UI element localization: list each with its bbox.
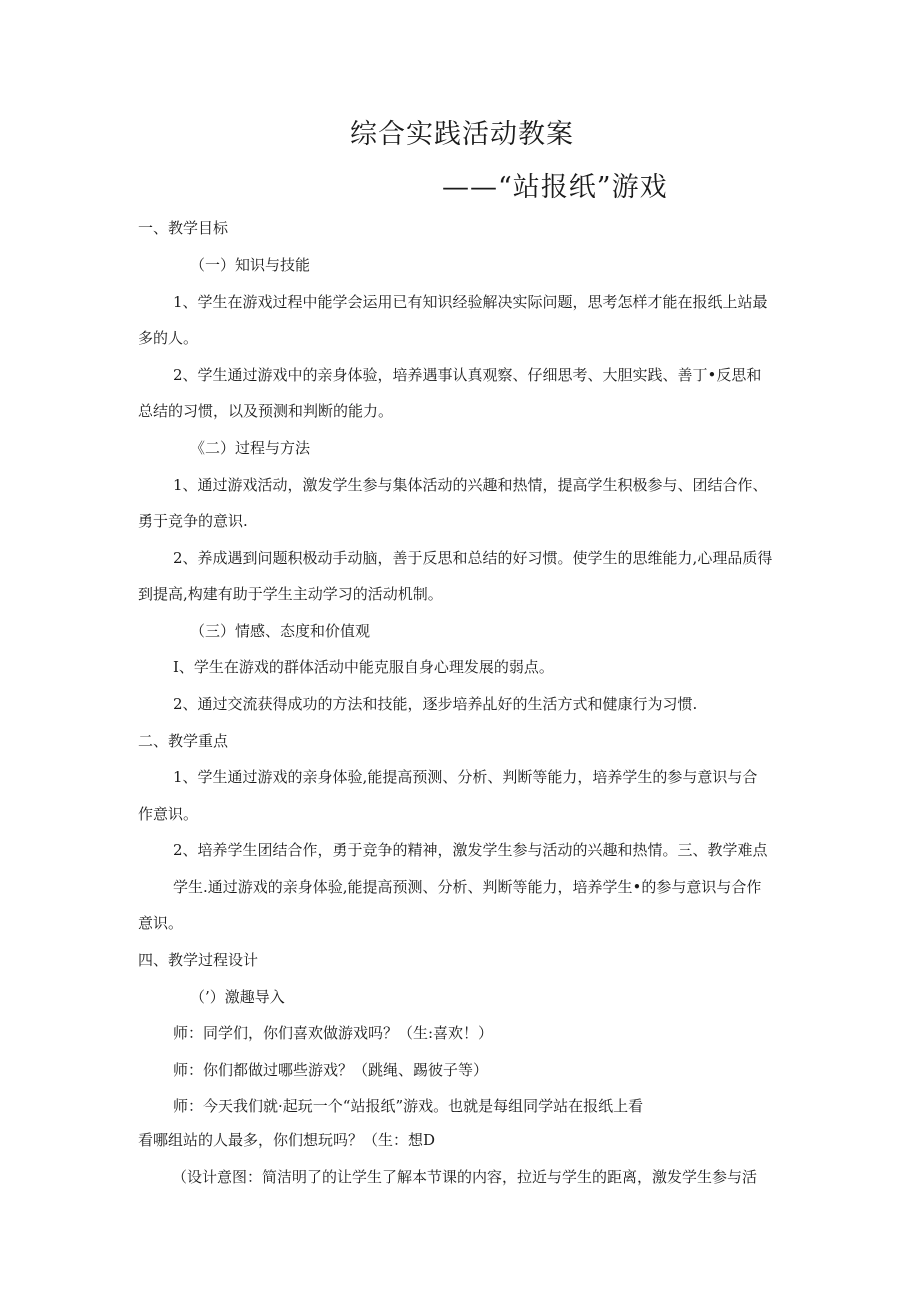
section-heading-process-design: 四、教学过程设计	[138, 951, 259, 969]
paragraph-line: 多的人。	[138, 329, 199, 347]
paragraph-line: 学生.通过游戏的亲身体验,能提高预测、分析、判断等能力，培养学生•的参与意识与合作	[173, 878, 762, 896]
subsection-emotion-attitude: （三）情感、态度和价值观	[190, 622, 371, 640]
paragraph-line: 2、学生通过游戏中的亲身体验，培养遇事认真观察、仔细思考、大胆实践、善丁•反思和	[173, 366, 762, 384]
dialogue-line: 师：你们都做过哪些游戏？（跳绳、踢彼子等）	[173, 1061, 489, 1079]
paragraph-line: 2、通过交流获得成功的方法和技能，逐步培养乩好的生活方式和健康行为习惯.	[173, 695, 698, 713]
dialogue-line: 师：今天我们就·起玩一个“站报纸”游戏。也就是每组同学站在报纸上看	[173, 1097, 644, 1115]
paragraph-line: 2、养成遇到问题积极动手动脑，善于反思和总结的好习惯。使学生的思维能力,心理品质得	[173, 549, 773, 567]
design-intent-line: （设计意图：简洁明了的让学生了解本节课的内容，拉近与学生的距离，激发学生参与活	[172, 1168, 758, 1186]
paragraph-line: 2、培养学生团结合作，勇于竞争的精神，激发学生参与活动的兴趣和热情。三、教学难点	[173, 841, 768, 859]
subsection-process-method: 《二）过程与方法	[190, 439, 311, 457]
subsection-knowledge-skills: （一）知识与技能	[190, 256, 311, 274]
section-heading-objectives: 一、教学目标	[138, 219, 229, 237]
paragraph-line: 1、学生通过游戏的亲身体验,能提高预测、分析、判断等能力，培养学生的参与意识与合	[173, 768, 758, 786]
section-heading-key-points: 二、教学重点	[138, 732, 229, 750]
document-title: 综合实践活动教案	[350, 119, 574, 150]
paragraph-line: 1、通过游戏活动，激发学生参与集体活动的兴趣和热情，提高学生积极参与、团结合作、	[173, 476, 768, 494]
document-subtitle: ——“站报纸”游戏	[442, 172, 668, 203]
paragraph-line: 意识。	[138, 914, 184, 932]
subsection-introduction: （’）激趣导入	[190, 988, 285, 1006]
dialogue-line: 师：同学们，你们喜欢做游戏吗？（生:喜欢！）	[173, 1024, 494, 1042]
paragraph-line: 1、学生在游戏过程中能学会运用已有知识经验解决实际问题，思考怎样才能在报纸上站最	[173, 293, 768, 311]
paragraph-line: 作意识。	[138, 805, 199, 823]
paragraph-line: 总结的习惯，以及预测和判断的能力。	[138, 402, 394, 420]
paragraph-line: I、学生在游戏的群体活动中能克服自身心理发展的弱点。	[173, 658, 554, 676]
dialogue-line: 看哪组站的人最多，你们想玩吗？（生：想D	[138, 1131, 436, 1149]
paragraph-line: 勇于竞争的意识.	[138, 512, 248, 530]
paragraph-line: 到提高,构建有助于学生主动学习的活动机制。	[138, 585, 443, 603]
